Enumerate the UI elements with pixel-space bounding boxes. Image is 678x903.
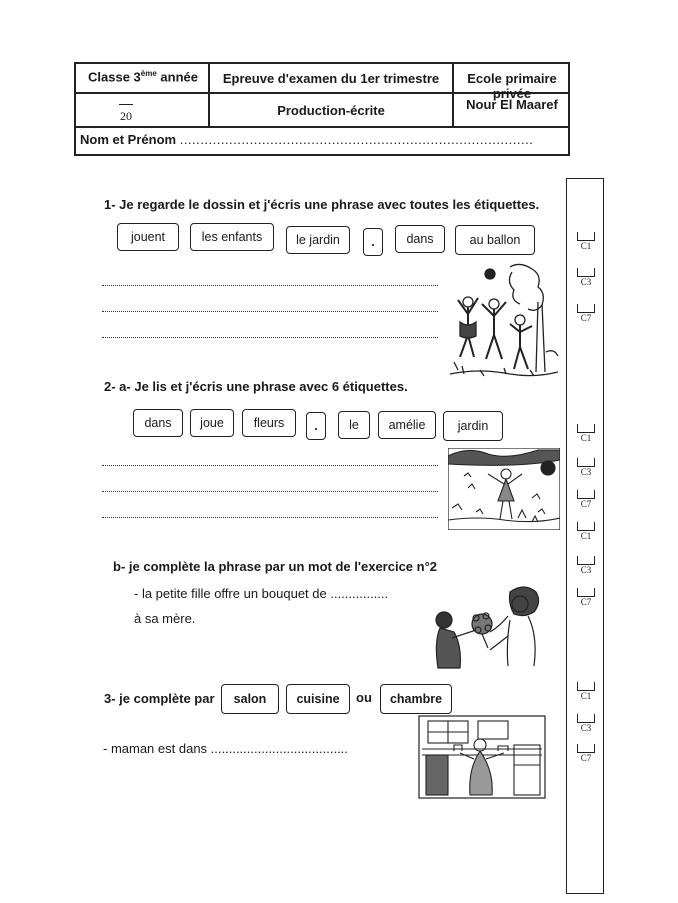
word-tag: dans bbox=[395, 225, 445, 253]
q2b-sentence-end: à sa mère. bbox=[134, 611, 196, 626]
criteria-marker: C1 bbox=[571, 424, 601, 444]
woman-in-kitchen-illustration bbox=[418, 715, 546, 799]
q3-instruction: 3- je complète par bbox=[104, 691, 215, 706]
word-tag: les enfants bbox=[190, 223, 274, 251]
criteria-marker: C1 bbox=[571, 232, 601, 252]
girl-giving-flowers-illustration bbox=[430, 582, 548, 674]
class-label: Classe 3ème année bbox=[88, 69, 198, 85]
word-tag: jardin bbox=[443, 411, 503, 441]
header-divider bbox=[76, 126, 568, 128]
word-tag: fleurs bbox=[242, 409, 296, 437]
header-divider bbox=[208, 64, 210, 128]
header-table bbox=[74, 62, 570, 156]
criteria-marker: C1 bbox=[571, 522, 601, 542]
school-name-line2: Nour El Maaref bbox=[466, 97, 558, 112]
answer-line bbox=[102, 465, 438, 466]
name-field: Nom et Prénom ...................................................................................... bbox=[80, 132, 534, 147]
word-tag: amélie bbox=[378, 411, 436, 439]
q2a-instruction: 2- a- Je lis et j'écris une phrase avec 6 étiquettes. bbox=[104, 379, 408, 394]
criteria-marker: C7 bbox=[571, 304, 601, 324]
criteria-marker: C7 bbox=[571, 744, 601, 764]
word-tag: cuisine bbox=[286, 684, 350, 714]
answer-line bbox=[102, 285, 438, 286]
word-tag: le jardin bbox=[286, 226, 350, 254]
word-tag: dans bbox=[133, 409, 183, 437]
criteria-marker: C3 bbox=[571, 268, 601, 288]
word-tag: joue bbox=[190, 409, 234, 437]
criteria-marker: C3 bbox=[571, 714, 601, 734]
word-tag: jouent bbox=[117, 223, 179, 251]
criteria-marker: C1 bbox=[571, 682, 601, 702]
girl-in-garden-illustration bbox=[448, 448, 560, 530]
q1-instruction: 1- Je regarde le dossin et j'écris une phrase avec toutes les étiquettes. bbox=[104, 197, 540, 212]
criteria-marker: C3 bbox=[571, 458, 601, 478]
q3-connector: ou bbox=[356, 690, 372, 705]
children-playing-ball-illustration bbox=[450, 262, 560, 386]
answer-line bbox=[102, 491, 438, 492]
score-total: 20 bbox=[106, 104, 146, 124]
criteria-marker: C7 bbox=[571, 490, 601, 510]
exam-title: Epreuve d'examen du 1er trimestre bbox=[222, 71, 440, 86]
word-tag: au ballon bbox=[455, 225, 535, 255]
word-tag: le bbox=[338, 411, 370, 439]
q2b-sentence: - la petite fille offre un bouquet de ................ bbox=[134, 586, 389, 601]
scoring-column bbox=[566, 178, 604, 894]
answer-line bbox=[102, 337, 438, 338]
word-tag: . bbox=[363, 228, 383, 256]
q3-sentence: - maman est dans ...................................... bbox=[103, 741, 348, 756]
word-tag: salon bbox=[221, 684, 279, 714]
school-name: Ecole primaire privée bbox=[467, 71, 557, 101]
answer-line bbox=[102, 311, 438, 312]
criteria-marker: C3 bbox=[571, 556, 601, 576]
word-tag: chambre bbox=[380, 684, 452, 714]
answer-line bbox=[102, 517, 438, 518]
criteria-marker: C7 bbox=[571, 588, 601, 608]
word-tag: . bbox=[306, 412, 326, 440]
q2b-instruction: b- je complète la phrase par un mot de l'exercice n°2 bbox=[113, 559, 438, 574]
subject-title: Production-écrite bbox=[277, 103, 385, 118]
